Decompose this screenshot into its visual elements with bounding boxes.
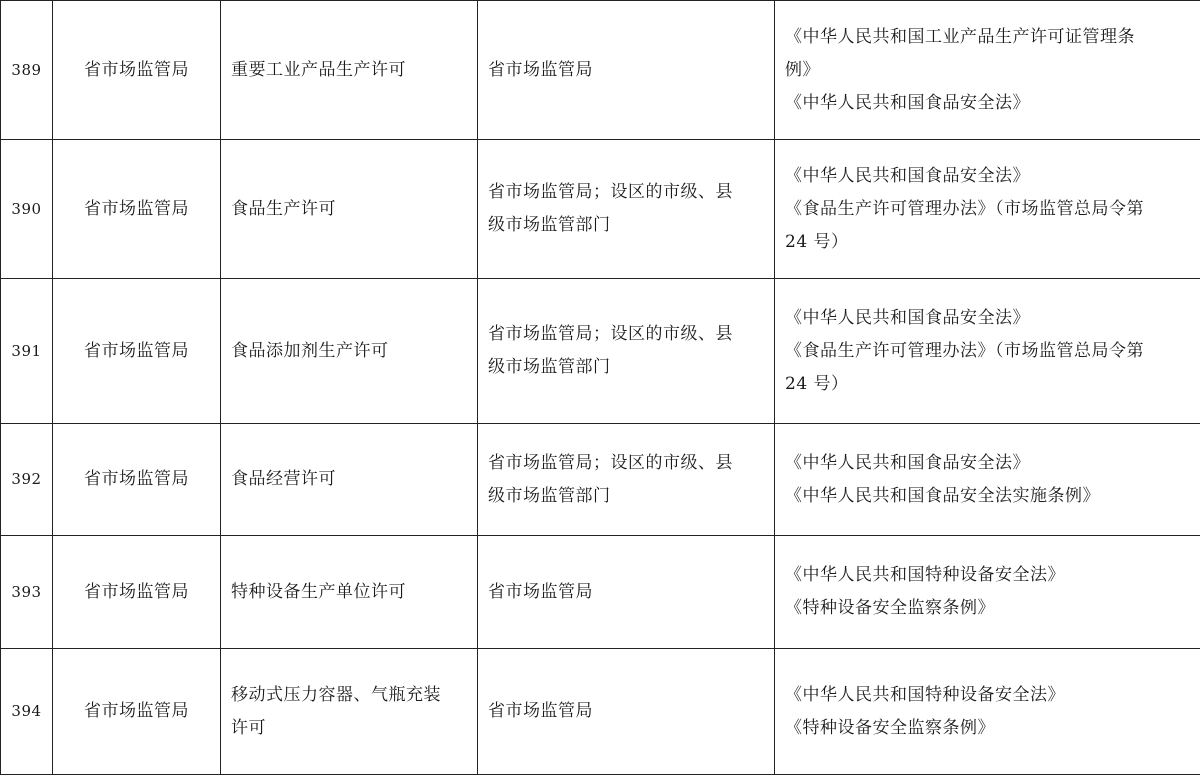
legal-basis-line: 《特种设备安全监察条例》 [785,592,1190,625]
authority-line: 级市场监管部门 [488,351,764,384]
authority-line: 省市场监管局 [488,54,764,87]
legal-basis-line: 《食品生产许可管理办法》（市场监管总局令第 [785,335,1190,368]
authority-line: 省市场监管局 [488,695,764,728]
authority-cell [478,140,775,279]
permit-item-line: 食品生产许可 [231,193,467,226]
row-number: 394 [1,649,53,775]
table-row [1,140,1200,279]
legal-basis-cell [775,649,1200,775]
legal-basis-line: 《中华人民共和国特种设备安全法》 [785,559,1190,592]
department-cell: 省市场监管局 [53,536,221,649]
department-cell: 省市场监管局 [53,649,221,775]
row-number: 392 [1,424,53,536]
authority-cell [478,1,775,140]
authority-cell [478,536,775,649]
authority-line: 省市场监管局 [488,576,764,609]
permit-item-line: 食品添加剂生产许可 [231,335,467,368]
permit-item-cell [221,536,478,649]
legal-basis-cell [775,140,1200,279]
authority-line: 省市场监管局；设区的市级、县 [488,176,764,209]
legal-basis-line: 《中华人民共和国食品安全法》 [785,87,1190,120]
permit-item-line: 食品经营许可 [231,463,467,496]
permit-item-line: 特种设备生产单位许可 [231,576,467,609]
permit-item-line: 重要工业产品生产许可 [231,54,467,87]
table-row [1,536,1200,649]
permit-item-line: 移动式压力容器、气瓶充装 [231,679,467,712]
authority-cell [478,649,775,775]
permit-item-cell [221,279,478,424]
department-cell: 省市场监管局 [53,279,221,424]
row-number: 389 [1,1,53,140]
table-row [1,649,1200,775]
permit-item-cell [221,649,478,775]
row-number: 393 [1,536,53,649]
legal-basis-cell [775,424,1200,536]
legal-basis-line: 《中华人民共和国特种设备安全法》 [785,679,1190,712]
authority-cell [478,279,775,424]
department-cell: 省市场监管局 [53,140,221,279]
legal-basis-line: 《中华人民共和国食品安全法》 [785,302,1190,335]
table-row [1,279,1200,424]
row-number: 391 [1,279,53,424]
authority-cell [478,424,775,536]
legal-basis-line: 《中华人民共和国食品安全法实施条例》 [785,480,1190,513]
permit-item-cell [221,424,478,536]
legal-basis-cell [775,536,1200,649]
department-cell: 省市场监管局 [53,1,221,140]
permit-item-cell [221,1,478,140]
legal-basis-line: 《中华人民共和国食品安全法》 [785,447,1190,480]
legal-basis-cell [775,1,1200,140]
legal-basis-cell [775,279,1200,424]
permit-item-cell [221,140,478,279]
legal-basis-line: 《特种设备安全监察条例》 [785,712,1190,745]
legal-basis-line: 《食品生产许可管理办法》（市场监管总局令第 [785,193,1190,226]
legal-basis-line: 《中华人民共和国食品安全法》 [785,160,1190,193]
row-number: 390 [1,140,53,279]
authority-line: 省市场监管局；设区的市级、县 [488,318,764,351]
table-row [1,424,1200,536]
authority-line: 级市场监管部门 [488,480,764,513]
legal-basis-line: 24 号） [785,368,1190,401]
permit-item-line: 许可 [231,712,467,745]
legal-basis-line: 《中华人民共和国工业产品生产许可证管理条 [785,21,1190,54]
table-row [1,1,1200,140]
department-cell: 省市场监管局 [53,424,221,536]
legal-basis-line: 例》 [785,54,1190,87]
authority-line: 级市场监管部门 [488,209,764,242]
authority-line: 省市场监管局；设区的市级、县 [488,447,764,480]
legal-basis-line: 24 号） [785,226,1190,259]
